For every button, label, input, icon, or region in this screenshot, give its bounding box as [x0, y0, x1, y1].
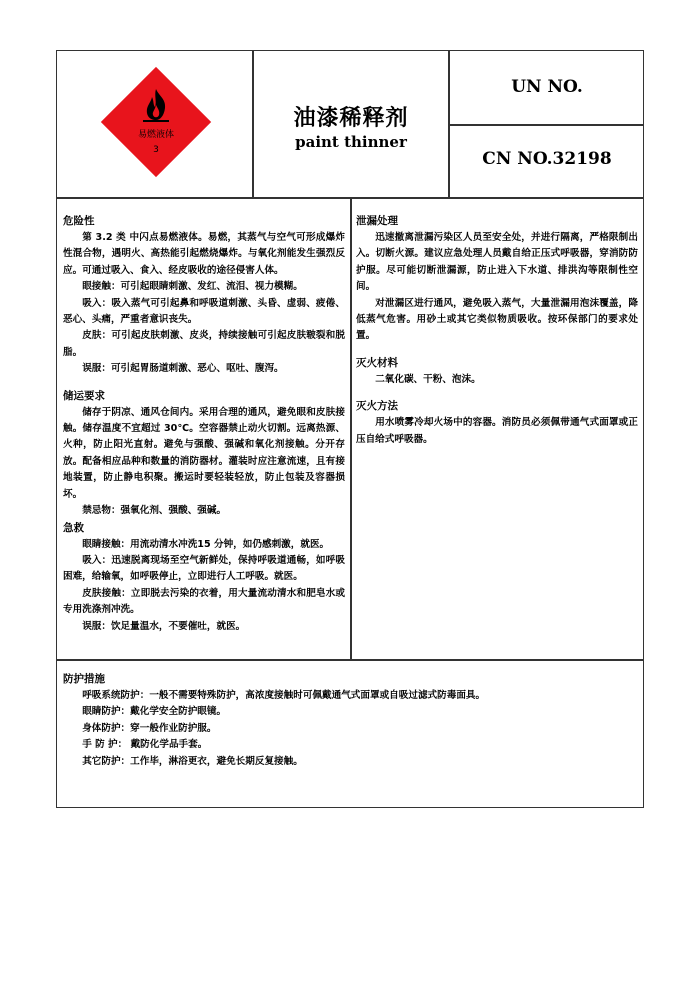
- protection-section: [63, 671, 637, 770]
- first-aid-paragraph: 误服：饮足量温水，不要催吐，就医。: [82, 620, 246, 632]
- right-column: [356, 213, 638, 448]
- protection-paragraph: 呼吸系统防护：一般不需要特殊防护，高浓度接触时可佩戴通气式面罩或自吸过滤式防毒面具。: [82, 690, 486, 701]
- hazard-paragraph: 眼接触：可引起眼睛刺激、发红、流泪、视力模糊。: [82, 281, 303, 293]
- extinguish-heading: 灭火材料: [356, 356, 398, 369]
- storage-paragraph: 储存于阴凉、通风仓间内。采用合理的通风，避免眼和皮肤接触。储存温度不宜超过 30℃。空容器禁止动火切割。远离热源、火种，防止阳光直射。避免与强酸、强碱和氧化剂接触。分开存放。配备相应品种和数量的消防器材。灌装时应注意流速，且有接地装置，防止静电积聚。搬运时要轻装轻放，防止包装及容器损坏。: [63, 406, 345, 500]
- hazard-paragraph: 吸入：吸入蒸气可引起鼻和呼吸道刺激、头昏、虚弱、疲倦、恶心、头痛，严重者意识丧失。: [63, 297, 345, 326]
- first-aid-paragraph: 吸入：迅速脱离现场至空气新鲜处，保持呼吸道通畅，如呼吸困难，给输氧，如呼吸停止，立即进行人工呼吸。就医。: [63, 554, 345, 583]
- hazard-label-text: 易燃液体: [137, 130, 174, 140]
- protection-paragraph: 眼睛防护：戴化学安全防护眼镜。: [82, 706, 227, 718]
- cn-number: CN NO.32198: [482, 149, 612, 169]
- protection-heading: 防护措施: [63, 673, 105, 685]
- divider: [448, 124, 644, 126]
- extinguish-paragraph: 二氧化碳、干粉、泡沫。: [375, 373, 481, 385]
- hazard-class-number: 3: [153, 145, 159, 155]
- hazard-paragraph: 第 3.2 类 中闪点易燃液体。易燃，其蒸气与空气可形成爆炸性混合物，遇明火、高热能引起燃烧爆炸。与氧化剂能发生强烈反应。可通过吸入、食入、经皮吸收的途径侵害人体。: [63, 232, 345, 276]
- protection-paragraph: 手 防 护： 戴防化学品手套。: [82, 739, 208, 751]
- product-name-cn: 油漆稀释剂: [293, 106, 409, 131]
- left-column: [63, 213, 345, 635]
- storage-paragraph: 禁忌物：强氧化剂、强酸、强碱。: [82, 505, 227, 517]
- divider: [350, 197, 352, 659]
- hazard-label: [101, 67, 211, 177]
- flame-icon: [139, 87, 173, 123]
- protection-paragraph: 身体防护：穿一般作业防护服。: [82, 722, 217, 734]
- un-number: UN NO.: [511, 77, 583, 97]
- first-aid-heading: 急救: [63, 521, 84, 534]
- hazard-heading: 危险性: [63, 215, 95, 227]
- first-aid-paragraph: 皮肤接触：立即脱去污染的衣着，用大量流动清水和肥皂水或专用洗涤剂冲洗。: [63, 587, 345, 616]
- firefight-heading: 灭火方法: [356, 400, 398, 413]
- storage-heading: 储运要求: [63, 389, 105, 402]
- protection-paragraph: 其它防护：工作毕，淋浴更衣，避免长期反复接触。: [82, 755, 303, 767]
- hazard-paragraph: 皮肤：可引起皮肤刺激、皮炎，持续接触可引起皮肤皲裂和脱脂。: [63, 330, 345, 358]
- leak-heading: 泄漏处理: [356, 215, 398, 227]
- divider: [57, 659, 643, 661]
- firefight-paragraph: 用水喷雾冷却火场中的容器。消防员必须佩带通气式面罩或正压自给式呼吸器。: [356, 417, 638, 445]
- hazard-paragraph: 误服：可引起胃肠道刺激、恶心、呕吐、腹泻。: [82, 363, 284, 375]
- leak-paragraph: 迅速撤离泄漏污染区人员至安全处，并进行隔离，严格限制出入。切断火源。建议应急处理人员戴自给正压式呼吸器，穿消防防护服。尽可能切断泄漏源，防止进入下水道、排洪沟等限制性空间。: [356, 232, 638, 293]
- leak-paragraph: 对泄漏区进行通风，避免吸入蒸气，大量泄漏用泡沫覆盖，降低蒸气危害。用砂土或其它类似物质吸收。按环保部门的要求处置。: [356, 297, 638, 342]
- first-aid-paragraph: 眼睛接触：用流动清水冲洗15 分钟，如仍感刺激，就医。: [82, 538, 330, 550]
- safety-sheet: [56, 50, 644, 808]
- product-name-en: paint thinner: [295, 133, 407, 151]
